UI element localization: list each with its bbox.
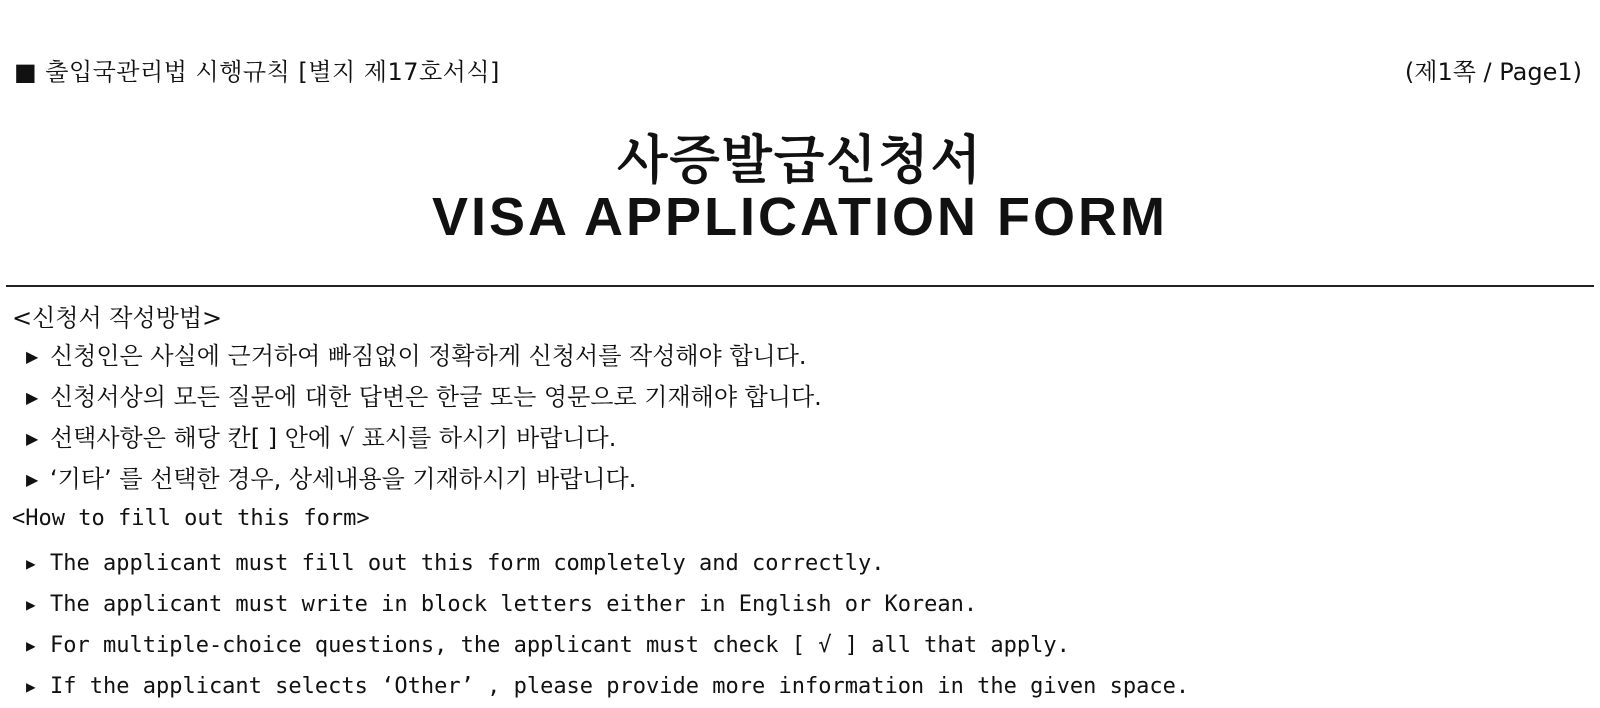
triangle-bullet-icon: ▶ [26, 470, 39, 489]
instruction-text: The applicant must fill out this form completely and correctly. [50, 551, 885, 576]
instructions-heading-english: <How to fill out this form> [12, 506, 370, 531]
triangle-bullet-icon: ▶ [26, 554, 36, 573]
title-divider [6, 285, 1594, 287]
instructions-heading-korean: <신청서 작성방법> [12, 304, 223, 332]
instructions-list-english [26, 543, 1189, 707]
triangle-bullet-icon: ▶ [26, 429, 39, 448]
instruction-item [26, 666, 1189, 707]
instruction-text: The applicant must write in block letters either in English or Korean. [50, 592, 978, 617]
triangle-bullet-icon: ▶ [26, 677, 36, 696]
instruction-item [26, 459, 822, 500]
instruction-text: For multiple-choice questions, the applicant must check [ √ ] all that apply. [50, 633, 1070, 658]
page-title-korean: 사증발급신청서 [617, 131, 983, 191]
page-title-english: VISA APPLICATION FORM [432, 187, 1168, 247]
instruction-text: If the applicant selects ‘Other’ , please provide more information in the given space. [50, 674, 1190, 699]
instruction-item [26, 584, 1189, 625]
instruction-text: 선택사항은 해당 칸[ ] 안에 √ 표시를 하시기 바랍니다. [50, 424, 617, 452]
instruction-text: 신청서상의 모든 질문에 대한 답변은 한글 또는 영문으로 기재해야 합니다. [50, 383, 822, 411]
instruction-item [26, 377, 822, 418]
triangle-bullet-icon: ▶ [26, 636, 36, 655]
triangle-bullet-icon: ▶ [26, 595, 36, 614]
instructions-list-korean [26, 336, 822, 500]
triangle-bullet-icon: ▶ [26, 388, 39, 407]
form-reference: ■ 출입국관리법 시행규칙 [별지 제17호서식] [14, 58, 500, 86]
instruction-item [26, 543, 1189, 584]
instruction-item [26, 418, 822, 459]
instruction-item [26, 625, 1189, 666]
triangle-bullet-icon: ▶ [26, 347, 39, 366]
instruction-item [26, 336, 822, 377]
page-indicator: (제1쪽 / Page1) [1404, 58, 1582, 86]
instruction-text: 신청인은 사실에 근거하여 빠짐없이 정확하게 신청서를 작성해야 합니다. [50, 342, 807, 370]
instruction-text: ‘기타’ 를 선택한 경우, 상세내용을 기재하시기 바랍니다. [50, 465, 637, 493]
